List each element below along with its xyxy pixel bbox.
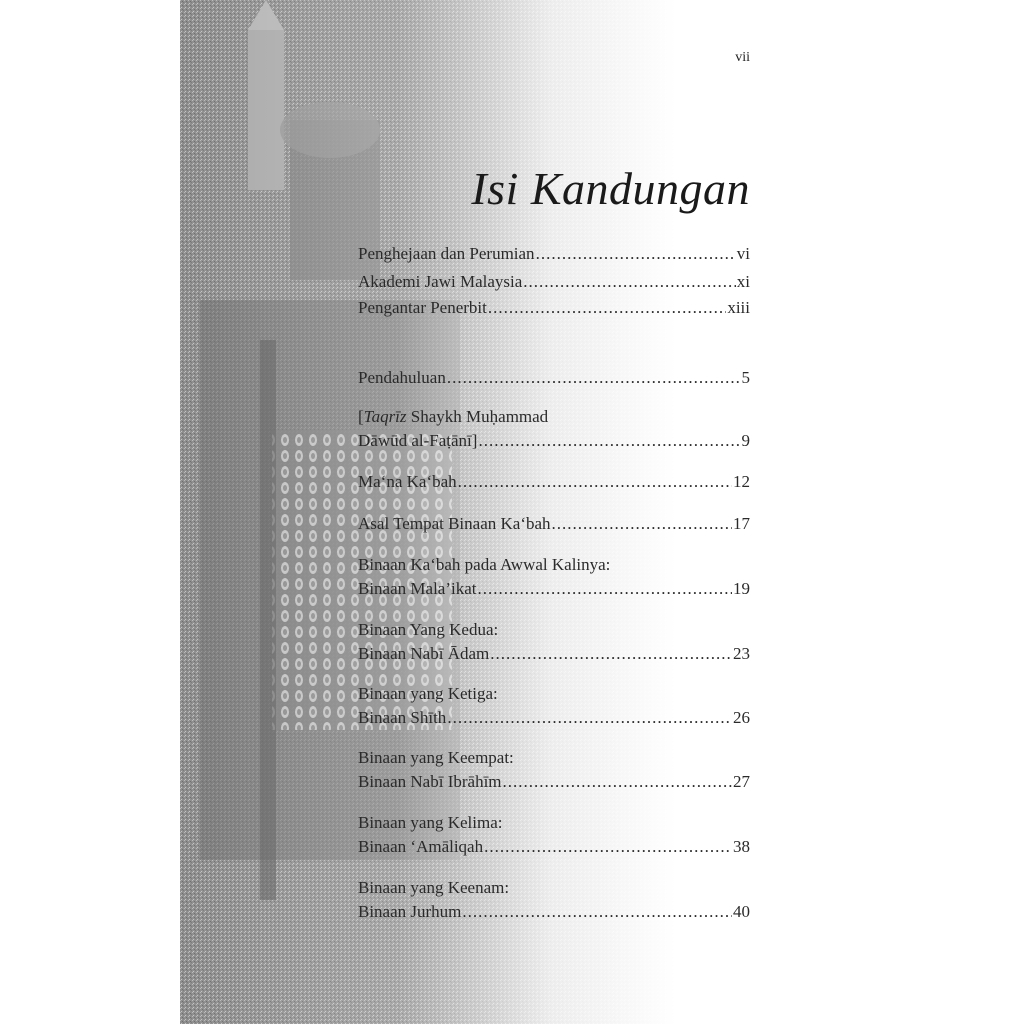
toc-page-number: 23 (733, 644, 750, 663)
toc-page-number: 17 (733, 514, 750, 533)
toc-entry[interactable] (358, 270, 750, 294)
dot-leader (447, 366, 741, 390)
dot-leader (458, 470, 732, 494)
toc-entry-label: Ma‘na Ka‘bah (358, 472, 457, 491)
toc-entry-label: Binaan Mala’ikat (358, 579, 477, 598)
dot-leader (523, 270, 735, 294)
dot-leader (478, 577, 733, 601)
toc-entry[interactable] (358, 876, 750, 924)
toc-entry-label: Penghejaan dan Perumian (358, 244, 535, 263)
toc-page-number: 40 (733, 902, 750, 921)
toc-entry[interactable] (358, 366, 750, 390)
toc-page-number: xi (736, 272, 750, 291)
toc-entry-heading: Binaan Yang Kedua: (358, 620, 499, 639)
toc-page-number: 27 (733, 772, 750, 791)
toc-entry-heading (358, 405, 548, 429)
heading-rest: Shaykh Muḥammad (406, 407, 549, 426)
toc-entry-heading: Binaan yang Kelima: (358, 813, 503, 832)
toc-page-number: 5 (741, 368, 750, 387)
toc-entry-label: Binaan Nabī Ādam (358, 644, 490, 663)
toc-entry[interactable] (358, 242, 750, 266)
toc-entry[interactable] (358, 512, 750, 536)
toc-entry-label: Binaan Nabī Ibrāhīm (358, 772, 502, 791)
dot-leader (552, 512, 732, 536)
toc-page-number: 38 (733, 837, 750, 856)
toc-entry-label: Dāwūd al-Faṭānī] (358, 431, 478, 450)
toc-page-number: 12 (733, 472, 750, 491)
page-title: Isi Kandungan (471, 163, 750, 214)
toc-page-number: 19 (733, 579, 750, 598)
taqriz-italic: Taqrīz (363, 407, 407, 426)
toc-entry[interactable] (358, 682, 750, 730)
toc-entry-label: Pengantar Penerbit (358, 298, 487, 317)
toc-entry-heading: Binaan yang Keempat: (358, 748, 514, 767)
toc-entry[interactable] (358, 811, 750, 859)
toc-entry-label: Binaan Jurhum (358, 902, 462, 921)
toc-entry[interactable] (358, 296, 750, 320)
toc-entry-heading: Binaan Ka‘bah pada Awwal Kalinya: (358, 555, 611, 574)
bracket-open: [ (358, 407, 364, 426)
dot-leader (447, 706, 732, 730)
page-number: vii (735, 50, 750, 65)
book-page (180, 0, 800, 1024)
dot-leader (478, 429, 740, 453)
toc-entry-label: Binaan ‘Amāliqah (358, 837, 484, 856)
toc-entry-heading: Binaan yang Keenam: (358, 878, 510, 897)
dot-leader (488, 296, 726, 320)
toc-entry-heading: Binaan yang Ketiga: (358, 684, 498, 703)
toc-entry[interactable] (358, 405, 750, 453)
toc-entry[interactable] (358, 618, 750, 666)
toc-page-number: 9 (741, 431, 750, 450)
dot-leader (484, 835, 732, 859)
dot-leader (490, 642, 732, 666)
toc-entry-label: Asal Tempat Binaan Ka‘bah (358, 514, 551, 533)
dot-leader (462, 900, 732, 924)
dot-leader (536, 242, 736, 266)
toc-entry-label: Binaan Shīth (358, 708, 447, 727)
toc-entry[interactable] (358, 746, 750, 794)
toc-entry-label: Akademi Jawi Malaysia (358, 272, 523, 291)
toc-entry-label: Pendahuluan (358, 368, 446, 387)
toc-page-number: 26 (733, 708, 750, 727)
toc-page-number: vi (736, 244, 750, 263)
toc-entry[interactable] (358, 553, 750, 601)
dot-leader (503, 770, 732, 794)
toc-page-number: xiii (727, 298, 750, 317)
toc-entry[interactable] (358, 470, 750, 494)
